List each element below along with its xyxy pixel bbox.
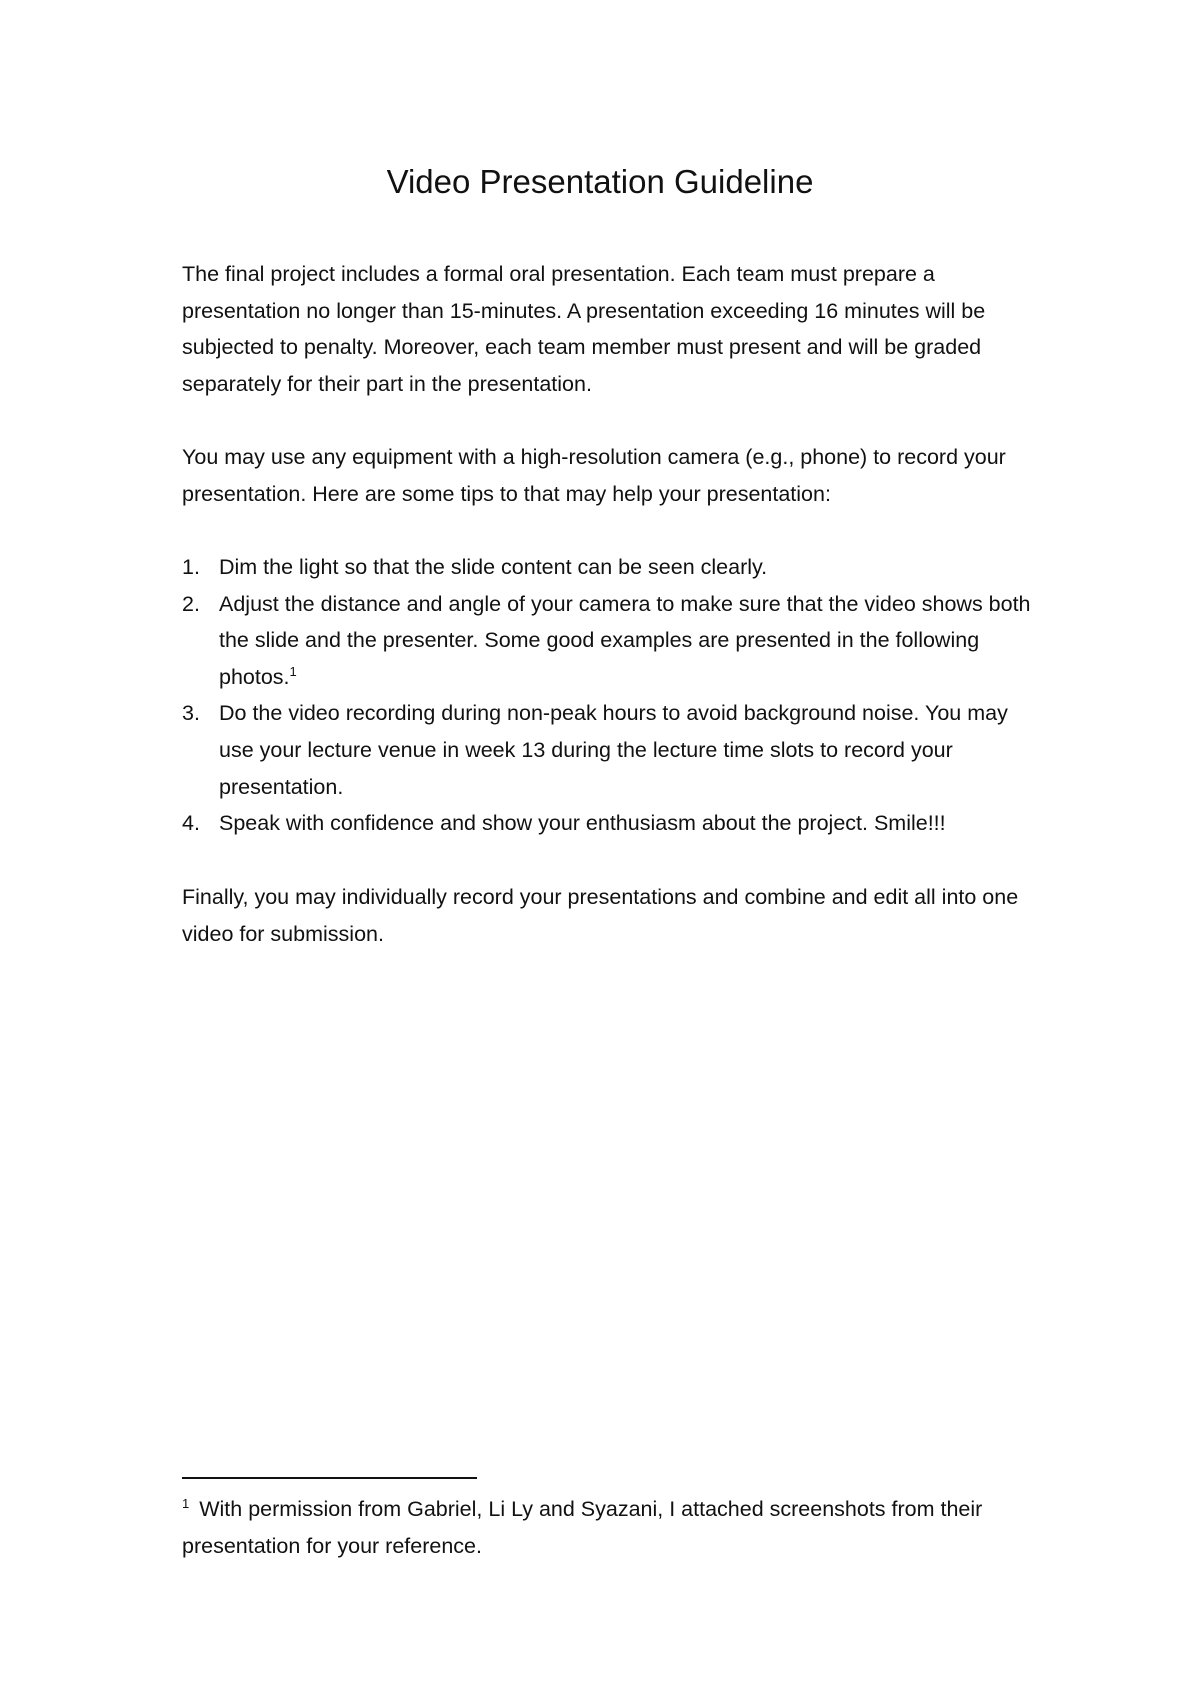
footnote-mark: 1 (182, 1495, 190, 1511)
closing-paragraph: Finally, you may individually record your presentations and combine and edit all into one video for submission. (182, 885, 1019, 946)
tips-list (182, 549, 1042, 842)
list-item (182, 695, 1042, 805)
document-title: Video Presentation Guideline (386, 163, 814, 200)
list-item-number: 4. (182, 811, 200, 836)
intro-paragraph: The final project includes a formal oral presentation. Each team must prepare a presentation no longer than 15-minutes. A presentation exceeding 16 minutes will be subjected to penalty. Moreover, each team member must present and will be graded separately for their part in the presentation. (182, 262, 986, 396)
list-item-number: 3. (182, 701, 200, 726)
footnote (182, 1491, 1042, 1564)
list-item-text: Do the video recording during non-peak hours to avoid background noise. You may use your lecture venue in week 13 during the lecture time slots to record your presentation. (219, 701, 1008, 799)
list-item-text: Dim the light so that the slide content can be seen clearly. (219, 555, 768, 579)
equipment-paragraph: You may use any equipment with a high-resolution camera (e.g., phone) to record your presentation. Here are some tips to that may help your presentation: (182, 445, 1006, 506)
list-item (182, 586, 1042, 696)
list-item (182, 805, 1042, 842)
list-item (182, 549, 1042, 586)
footnote-separator (182, 1477, 477, 1479)
list-item-number: 1. (182, 555, 200, 579)
list-item-text: Adjust the distance and angle of your camera to make sure that the video shows both the slide and the presenter. Some good examples are presented in the following photos. (219, 591, 1031, 689)
footnote-text: With permission from Gabriel, Li Ly and Syazani, I attached screenshots from their presentation for your reference. (182, 1497, 983, 1558)
list-item-number: 2. (182, 591, 200, 616)
footnote-reference[interactable]: 1 (289, 663, 297, 679)
list-item-text: Speak with confidence and show your enthusiasm about the project. Smile!!! (219, 811, 946, 836)
